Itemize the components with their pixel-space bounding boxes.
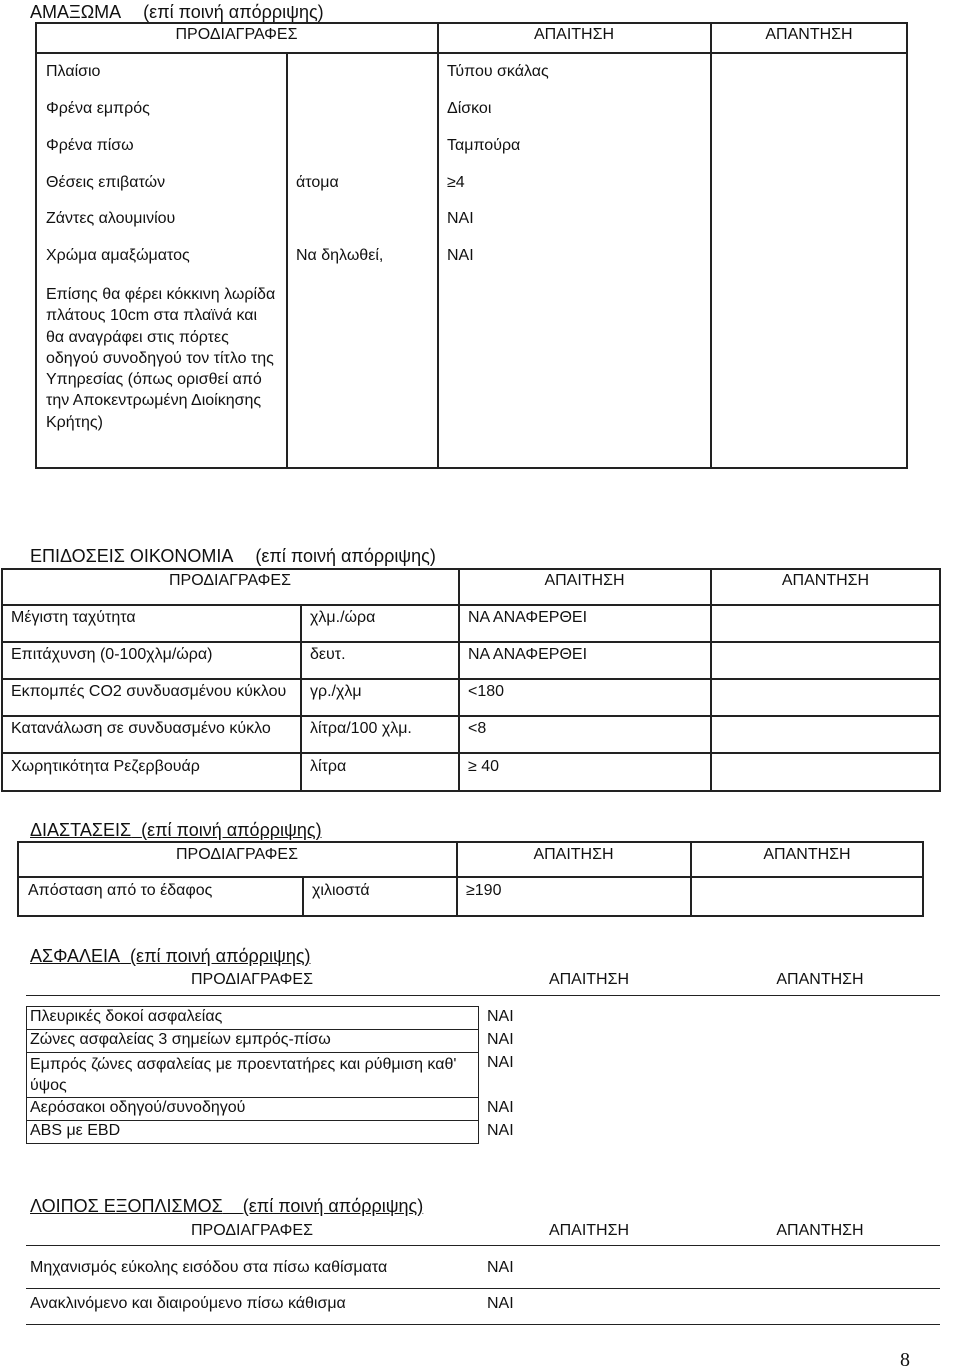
header-answer: ΑΠΑΝΤΗΣΗ: [781, 572, 870, 589]
spec-easy-entry: Μηχανισμός εύκολης εισόδου στα πίσω καθίσματα: [30, 1259, 388, 1276]
section-heading: ΛΟΙΠΟΣ ΕΞΟΠΛΙΣΜΟΣ: [30, 1196, 223, 1216]
section-heading: ΔΙΑΣΤΑΣΕΙΣ: [30, 820, 132, 840]
req-body-color: ΝΑΙ: [447, 247, 474, 264]
spec-consumption: Κατανάλωση σε συνδυασμένο κύκλο: [11, 720, 271, 737]
req-abs: ΝΑΙ: [487, 1122, 514, 1139]
spec-co2: Εκπομπές CO2 συνδυασμένου κύκλου: [11, 683, 287, 700]
spec-body-color: Χρώμα αμαξώματος: [46, 247, 190, 264]
spec-rear-brakes: Φρένα πίσω: [46, 137, 134, 154]
column-divider: [478, 1006, 479, 1144]
section-note: (επί ποινή απόρριψης): [242, 1196, 424, 1216]
header-answer: ΑΠΑΝΤΗΣΗ: [765, 26, 853, 43]
header-divider: [26, 995, 940, 996]
row-divider: [26, 1324, 940, 1325]
req-rear-brakes: Ταμπούρα: [447, 137, 521, 154]
spec-folding-seat: Ανακλινόμενο και διαιρούμενο πίσω κάθισμα: [30, 1295, 346, 1312]
page-number: 8: [900, 1349, 910, 1371]
column-divider: [710, 22, 712, 468]
spec-front-brakes: Φρένα εμπρός: [46, 100, 150, 117]
header-divider: [2, 604, 940, 606]
column-divider: [286, 52, 288, 468]
row-divider: [26, 1029, 478, 1030]
column-divider: [437, 22, 439, 468]
section-note: (επί ποινή απόρριψης): [143, 2, 324, 22]
header-divider: [18, 876, 923, 878]
header-answer: ΑΠΑΝΤΗΣΗ: [776, 971, 864, 988]
column-divider: [710, 568, 712, 792]
req-frame: Τύπου σκάλας: [447, 63, 549, 80]
req-easy-entry: ΝΑΙ: [487, 1259, 514, 1276]
row-divider: [26, 1288, 940, 1289]
spec-tank: Χωρητικότητα Ρεζερβουάρ: [11, 758, 200, 775]
header-requirement: ΑΠΑΙΤΗΣΗ: [544, 572, 625, 589]
header-requirement: ΑΠΑΙΤΗΣΗ: [548, 1222, 630, 1239]
spec-side-beams: Πλευρικές δοκοί ασφαλείας: [30, 1008, 223, 1025]
column-divider: [300, 604, 302, 792]
unit-max-speed: χλμ./ώρα: [310, 609, 376, 626]
header-specs: ΠΡΟΔΙΑΓΡΑΦΕΣ: [175, 26, 298, 43]
spec-frame: Πλαίσιο: [46, 63, 101, 80]
spec-pretensioners: Εμπρός ζώνες ασφαλείας με προεντατήρες και ρύθμιση καθ' ύψος: [30, 1056, 457, 1094]
header-answer: ΑΠΑΝΤΗΣΗ: [763, 846, 851, 863]
header-specs: ΠΡΟΔΙΑΓΡΑΦΕΣ: [169, 572, 291, 589]
section-heading: ΑΣΦΑΛΕΙΑ: [30, 946, 121, 966]
header-specs: ΠΡΟΔΙΑΓΡΑΦΕΣ: [191, 1222, 313, 1239]
row-divider: [2, 715, 940, 717]
column-divider: [302, 876, 304, 916]
req-folding-seat: ΝΑΙ: [487, 1295, 514, 1312]
spec-airbags: Αερόσακοι οδηγού/συνοδηγού: [30, 1099, 246, 1116]
row-divider: [26, 1143, 478, 1144]
header-requirement: ΑΠΑΙΤΗΣΗ: [548, 971, 630, 988]
req-seats: ≥4: [447, 174, 465, 191]
header-answer: ΑΠΑΝΤΗΣΗ: [776, 1222, 864, 1239]
unit-consumption: λίτρα/100 χλμ.: [310, 720, 412, 737]
spec-abs: ABS με EBD: [30, 1122, 121, 1139]
req-alloy-wheels: ΝΑΙ: [447, 210, 474, 227]
req-side-beams: ΝΑΙ: [487, 1008, 514, 1025]
header-requirement: ΑΠΑΙΤΗΣΗ: [533, 26, 615, 43]
req-tank: ≥ 40: [468, 758, 500, 775]
row-divider: [2, 752, 940, 754]
unit-ground-clearance: χιλιοστά: [312, 882, 370, 899]
spec-seats: Θέσεις επιβατών: [46, 174, 166, 191]
req-airbags: ΝΑΙ: [487, 1099, 514, 1116]
section-title-safety: [30, 946, 311, 967]
req-ground-clearance: ≥190: [466, 882, 502, 899]
row-divider: [26, 1006, 478, 1007]
spec-ground-clearance: Απόσταση από το έδαφος: [28, 882, 213, 899]
section-note: (επί ποινή απόρριψης): [130, 946, 311, 966]
spec-alloy-wheels: Ζάντες αλουμινίου: [46, 210, 176, 227]
column-divider: [26, 1006, 27, 1144]
row-divider: [2, 678, 940, 680]
column-divider: [458, 568, 460, 792]
unit-acceleration: δευτ.: [310, 646, 346, 663]
section-note: (επί ποινή απόρριψης): [141, 820, 322, 840]
section-heading: ΑΜΑΞΩΜΑ: [30, 2, 122, 22]
spec-red-stripe: Επίσης θα φέρει κόκκινη λωρίδα πλάτους 10cm στα πλαϊνά και θα αναγράφει στις πόρτες οδηγού συνοδηγού τον τίτλο της Υπηρεσίας (όπως ορισθεί από την Αποκεντρωμένη Διοίκησης Κρήτης): [46, 286, 276, 431]
req-acceleration: ΝΑ ΑΝΑΦΕΡΘΕΙ: [468, 646, 588, 663]
header-specs: ΠΡΟΔΙΑΓΡΑΦΕΣ: [176, 846, 298, 863]
unit-tank: λίτρα: [310, 758, 347, 775]
row-divider: [2, 641, 940, 643]
section-title-equipment: [30, 1196, 423, 1217]
spec-acceleration: Επιτάχυνση (0-100χλμ/ώρα): [11, 646, 213, 663]
header-requirement: ΑΠΑΙΤΗΣΗ: [533, 846, 614, 863]
row-divider: [26, 1052, 478, 1053]
section-heading: ΕΠΙΔΟΣΕΙΣ ΟΙΚΟΝΟΜΙΑ: [30, 546, 234, 566]
section-title-body: [30, 2, 324, 23]
row-divider: [26, 1120, 478, 1121]
spec-3pt-belts: Ζώνες ασφαλείας 3 σημείων εμπρός-πίσω: [30, 1031, 331, 1048]
section-title-dimensions: [30, 820, 322, 841]
req-max-speed: ΝΑ ΑΝΑΦΕΡΘΕΙ: [468, 609, 588, 626]
header-specs: ΠΡΟΔΙΑΓΡΑΦΕΣ: [191, 971, 313, 988]
req-consumption: <8: [468, 720, 487, 737]
spec-max-speed: Μέγιστη ταχύτητα: [11, 609, 136, 626]
req-front-brakes: Δίσκοι: [447, 100, 492, 117]
unit-seats: άτομα: [296, 174, 339, 191]
section-title-economy: [30, 546, 436, 567]
header-divider: [36, 52, 907, 54]
unit-body-color: Να δηλωθεί,: [296, 247, 384, 264]
header-divider: [26, 1245, 940, 1246]
req-pretensioners: ΝΑΙ: [487, 1054, 514, 1071]
unit-co2: γρ./χλμ: [310, 683, 362, 700]
row-divider: [26, 1097, 478, 1098]
section-note: (επί ποινή απόρριψης): [255, 546, 436, 566]
req-co2: <180: [468, 683, 505, 700]
req-3pt-belts: ΝΑΙ: [487, 1031, 514, 1048]
